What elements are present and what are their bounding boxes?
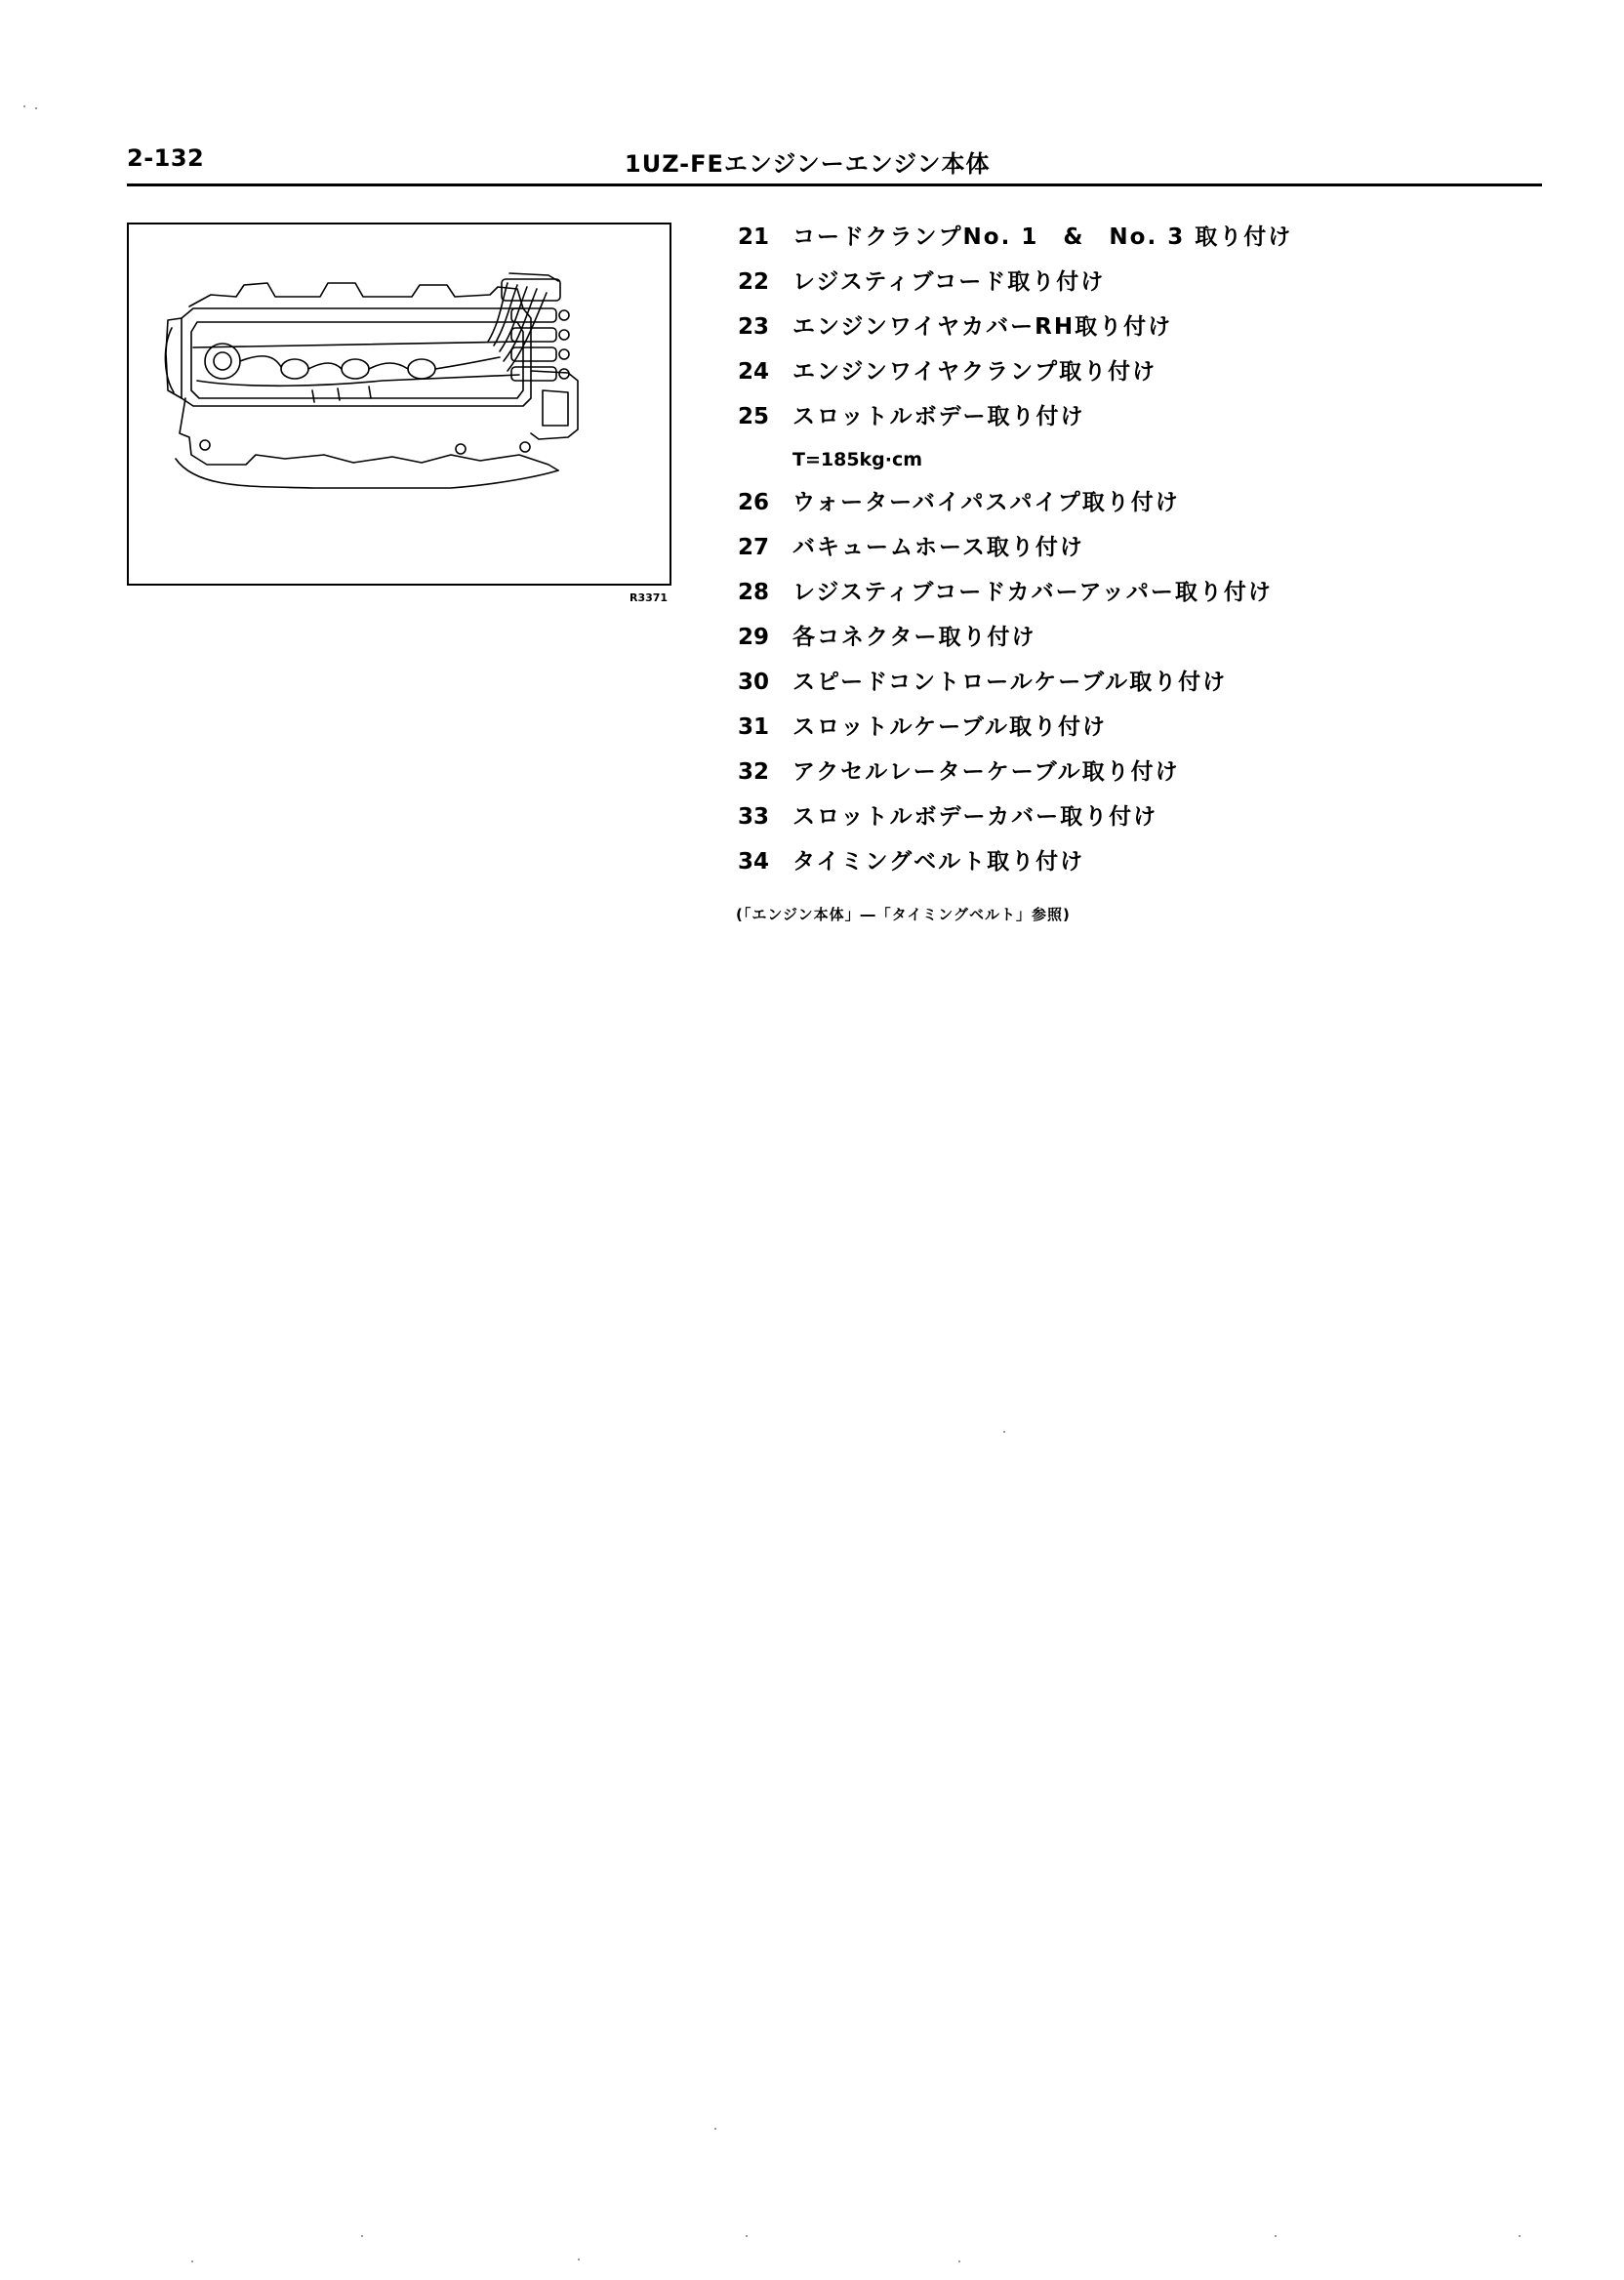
step-text: アクセルレーターケーブル取り付け: [792, 759, 1180, 785]
engine-top-view-illustration: [129, 224, 670, 584]
step-number: 24: [738, 359, 770, 385]
step-text: レジスティブコードカバーアッパー取り付け: [792, 580, 1273, 605]
scan-speck: [578, 2259, 580, 2260]
step-text: スロットルケーブル取り付け: [792, 714, 1108, 740]
list-item: [738, 525, 1519, 570]
list-item: [738, 305, 1519, 349]
step-text: ウォーターバイパスパイプ取り付け: [792, 490, 1180, 515]
step-text: バキュームホース取り付け: [792, 535, 1084, 560]
step-number: 26: [738, 490, 770, 515]
step-text: スピードコントロールケーブル取り付け: [792, 670, 1228, 695]
list-item: [738, 260, 1519, 305]
step-number: 21: [738, 224, 770, 250]
step-text: 各コネクター取り付け: [792, 625, 1036, 650]
list-item: [738, 615, 1519, 660]
installation-steps-list: [738, 215, 1519, 884]
figure-reference-code: R3371: [629, 591, 669, 604]
list-item: [738, 660, 1519, 705]
step-text: コードクランプNo. 1 & No. 3 取り付け: [792, 224, 1293, 250]
step-number: 32: [738, 759, 770, 785]
step-text: タイミングベルト取り付け: [792, 849, 1085, 875]
reference-note: (「エンジン本体」―「タイミングベルト」参照): [736, 906, 1071, 923]
list-item: [738, 349, 1519, 394]
step-number: 28: [738, 580, 770, 605]
step-number: 31: [738, 714, 770, 740]
list-item: [738, 839, 1519, 884]
scan-speck: [746, 2235, 748, 2237]
scan-speck: [361, 2235, 363, 2237]
list-item: [738, 215, 1519, 260]
page-number: 2-132: [127, 144, 205, 172]
step-text: エンジンワイヤクランプ取り付け: [792, 359, 1157, 385]
step-text: スロットルボデーカバー取り付け: [792, 804, 1158, 830]
scan-speck: [1519, 2235, 1521, 2237]
page-title: 1UZ-FEエンジンーエンジン本体: [625, 150, 991, 178]
step-text: エンジンワイヤカバーRH取り付け: [792, 314, 1173, 340]
step-number: 27: [738, 535, 770, 560]
scan-speck: [1003, 1431, 1005, 1433]
step-number: 30: [738, 670, 770, 695]
list-item: [738, 794, 1519, 839]
list-item: [738, 750, 1519, 794]
scan-speck: [1275, 2235, 1277, 2237]
step-text: レジスティブコード取り付け: [792, 269, 1106, 295]
step-number: 23: [738, 314, 770, 340]
step-number: 25: [738, 404, 770, 429]
torque-spec: T=185kg·cm: [792, 449, 923, 470]
list-item: [738, 570, 1519, 615]
scan-speck: [191, 2260, 193, 2262]
step-number: 33: [738, 804, 770, 830]
scan-speck: [35, 107, 37, 109]
header-divider: [127, 183, 1542, 186]
step-number: 34: [738, 849, 770, 875]
step-text: スロットルボデー取り付け: [792, 404, 1085, 429]
engine-illustration-figure: [127, 223, 671, 586]
scan-speck: [714, 2128, 716, 2130]
list-item: [738, 394, 1519, 439]
step-number: 29: [738, 625, 770, 650]
list-item: [738, 480, 1519, 525]
list-item: [738, 705, 1519, 750]
step-number: 22: [738, 269, 770, 295]
scan-speck: [23, 105, 25, 107]
scan-speck: [958, 2260, 960, 2262]
